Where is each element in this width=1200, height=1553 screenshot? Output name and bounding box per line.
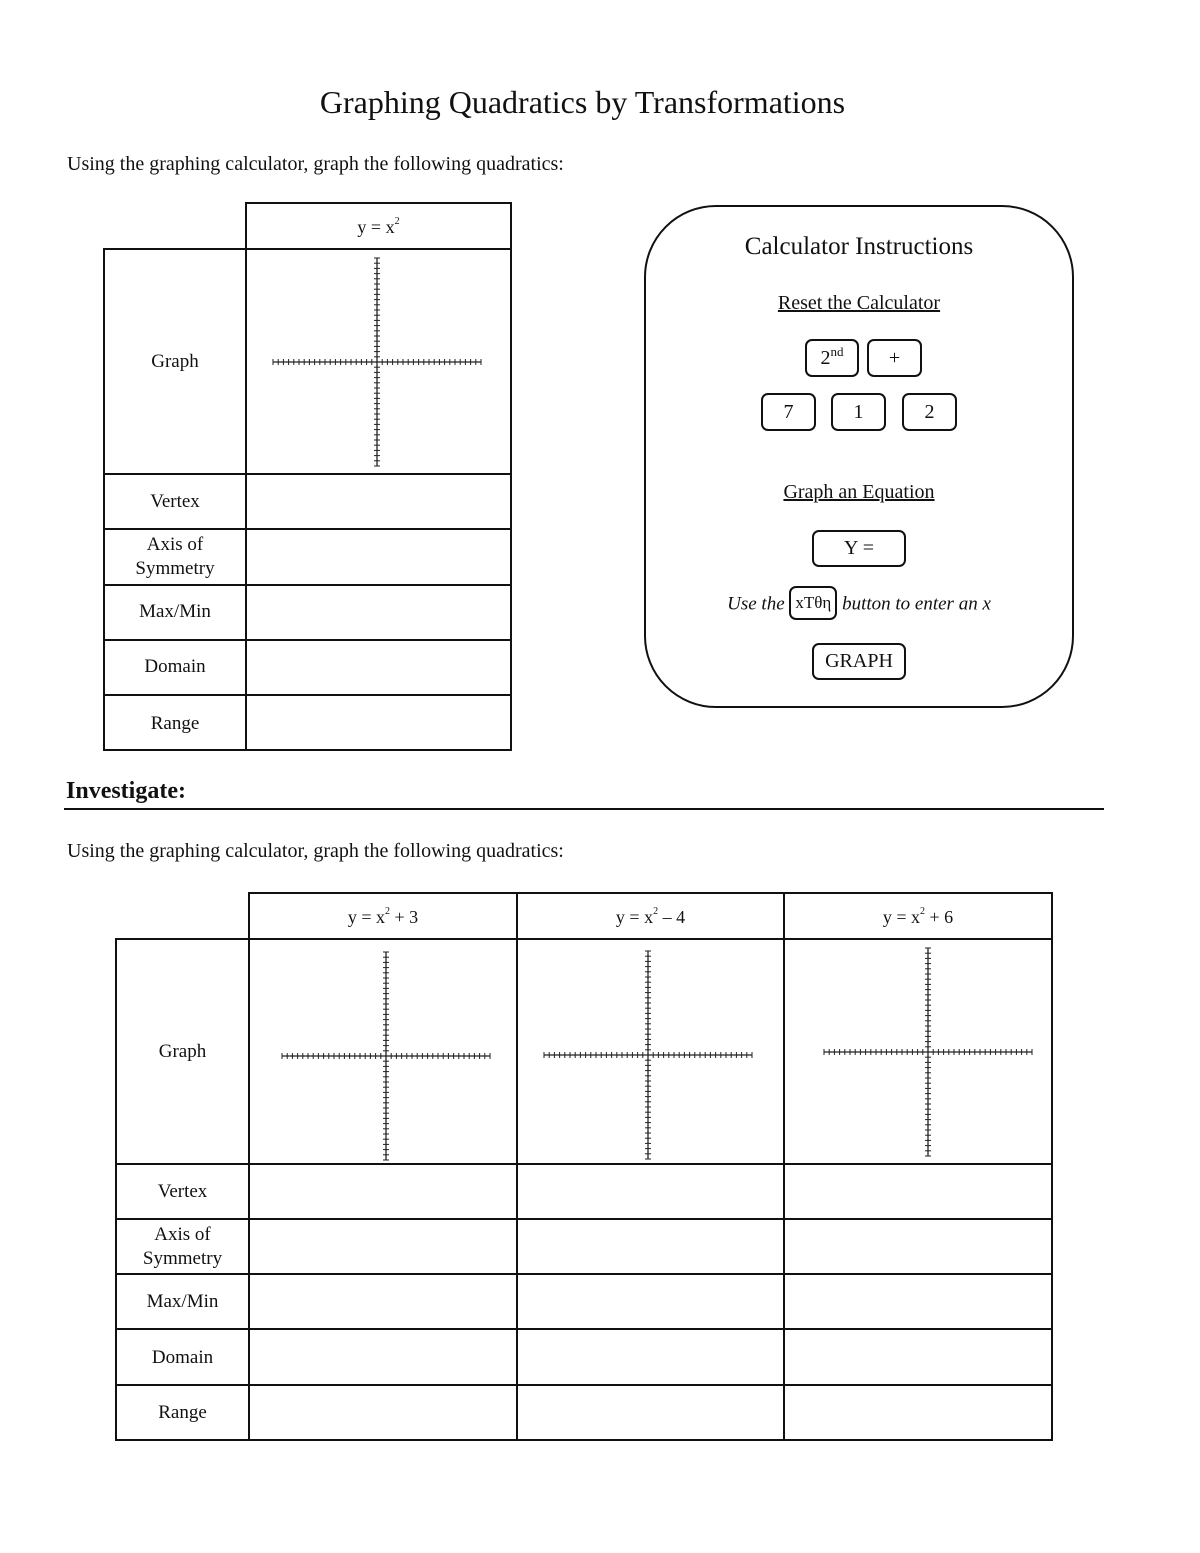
row-label-domain: Domain [144,656,206,677]
xt-instruction: Use the xTθη button to enter an x [644,588,1074,622]
row-label-range: Range [158,1402,207,1423]
equation-header: $y = x^2$ [357,216,400,237]
key-y-equals: Y = [812,530,906,567]
equation-header-2: $y = x^2 - 4$ [615,906,686,927]
key-2nd: 2nd [805,339,859,377]
row-label-graph: Graph [158,1041,207,1062]
intro-text-2: Using the graphing calculator, graph the following quadratics: [67,840,564,862]
row-label-max-min: Max/Min [146,1291,219,1312]
row-label-vertex: Vertex [157,1181,208,1202]
row-label-axis-of-symmetry: Axis of Symmetry [135,534,215,579]
key-graph: GRAPH [812,643,906,680]
row-label-graph: Graph [151,351,199,372]
calculator-title: Calculator Instructions [744,233,974,260]
graph-heading: Graph an Equation [783,481,935,503]
key-1: 1 [831,393,886,431]
equation-header-1: $y = x^2 + 3$ [347,906,419,927]
row-label-vertex: Vertex [150,491,200,512]
key-plus: + [867,339,922,377]
key-2: 2 [902,393,957,431]
key-xt: xTθη [789,586,837,620]
investigate-heading: Investigate: [66,778,186,804]
key-7: 7 [761,393,816,431]
reset-heading: Reset the Calculator [777,292,941,314]
page-title: Graphing Quadratics by Transformations [319,84,846,120]
equation-header-3: $y = x^2 + 6$ [882,906,954,927]
row-label-domain: Domain [151,1347,214,1368]
row-label-range: Range [150,713,200,734]
row-label-axis-of-symmetry: Axis of Symmetry [142,1224,223,1269]
row-label-max-min: Max/Min [139,601,211,622]
intro-text: Using the graphing calculator, graph the following quadratics: [67,153,564,175]
